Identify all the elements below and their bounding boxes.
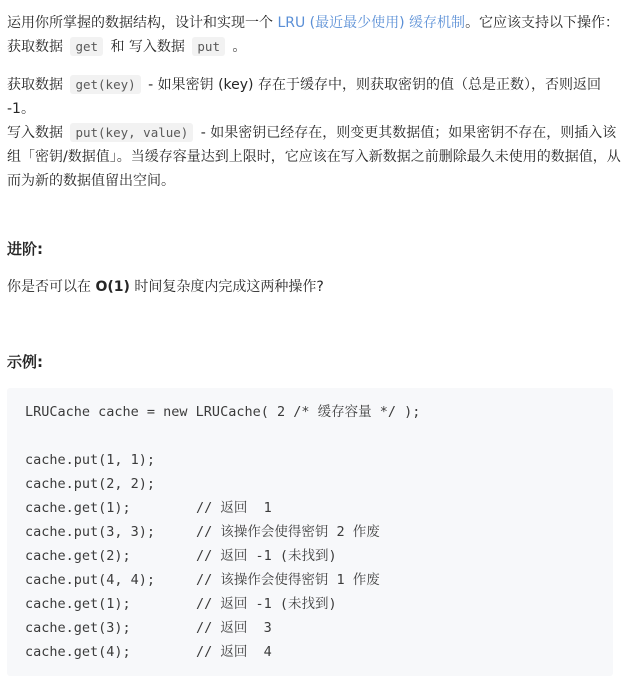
advanced-text-after: 时间复杂度内完成这两种操作?: [129, 279, 324, 295]
code-line: cache.get(4);: [25, 644, 131, 660]
inline-code-get: get: [70, 37, 103, 56]
intro-text-3: 和 写入数据: [106, 39, 190, 55]
code-line: cache.get(1);: [25, 596, 131, 612]
code-line: cache.put(4, 4);: [25, 572, 156, 588]
get-prefix: 获取数据: [7, 77, 68, 93]
code-line: LRUCache cache = new LRUCache( 2 /* 缓存容量 */ );: [25, 404, 421, 420]
code-line: cache.put(1, 1);: [25, 452, 156, 468]
advanced-heading: 进阶:: [7, 240, 43, 258]
intro-text-1: 运用你所掌握的数据结构，设计和实现一个: [7, 15, 278, 31]
get-description: [7, 73, 623, 121]
complexity-bold: O(1): [95, 279, 130, 295]
inline-code-get-key: get(key): [70, 75, 140, 94]
operations-description: [7, 73, 623, 193]
code-comment: // 该操作会使得密钥 1 作废: [196, 572, 380, 588]
advanced-text: [7, 275, 324, 299]
example-code-block: [7, 388, 613, 676]
code-comment: // 返回 3: [196, 620, 272, 636]
code-comment: // 该操作会使得密钥 2 作废: [196, 524, 380, 540]
intro-text-2: 。它应该支持以下操作： 获取数据: [7, 15, 620, 55]
inline-code-put: put: [192, 37, 225, 56]
get-text: - 如果密钥 (key) 存在于缓存中，则获取密钥的值（总是正数），否则返回 -1。: [7, 77, 601, 117]
put-text: - 如果密钥已经存在，则变更其数据值；如果密钥不存在，则插入该组「密钥/数据值」。当缓存容量达到上限时，它应该在写入新数据之前删除最久未使用的数据值，从而为新的数据值留出空间。: [7, 125, 621, 189]
intro-paragraph: [7, 11, 623, 59]
put-prefix: 写入数据: [7, 125, 68, 141]
code-line: cache.get(3);: [25, 620, 131, 636]
code-line: cache.put(2, 2);: [25, 476, 156, 492]
example-heading: 示例:: [7, 353, 43, 371]
code-comment: // 返回 -1 (未找到): [196, 548, 337, 564]
lru-link[interactable]: LRU (最近最少使用) 缓存机制: [277, 15, 466, 31]
put-description: [7, 121, 623, 193]
code-comment: // 返回 4: [196, 644, 272, 660]
inline-code-put-key-value: put(key, value): [70, 123, 193, 142]
code-line: cache.get(2);: [25, 548, 131, 564]
intro-text-4: 。: [227, 39, 247, 55]
code-comment: // 返回 -1 (未找到): [196, 596, 337, 612]
advanced-text-before: 你是否可以在: [7, 279, 96, 295]
code-comment: // 返回 1: [196, 500, 272, 516]
code-line: cache.put(3, 3);: [25, 524, 156, 540]
code-line: cache.get(1);: [25, 500, 131, 516]
